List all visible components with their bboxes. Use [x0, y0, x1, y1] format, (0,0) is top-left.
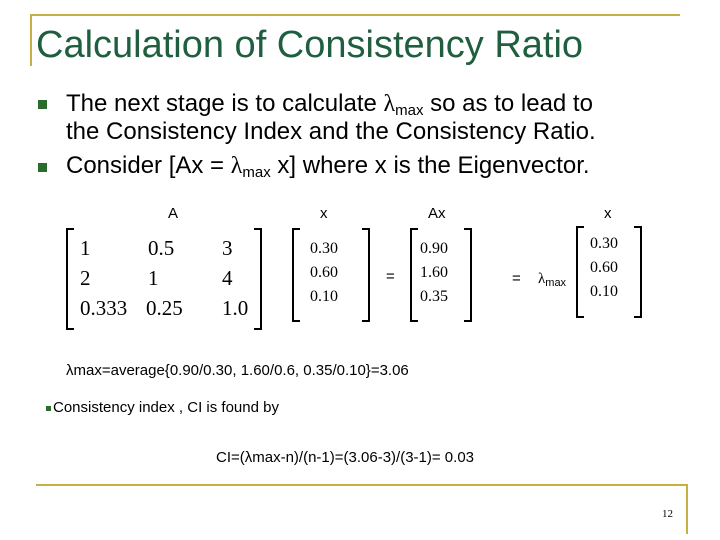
matrix-a-right-bracket	[254, 228, 262, 330]
lambda-max-formula: λmax=average{0.90/0.30, 1.60/0.6, 0.35/0.10}=3.06	[66, 362, 409, 379]
vector-x2-value: 0.30	[590, 235, 618, 252]
ci-formula: CI=(λmax-n)/(n-1)=(3.06-3)/(3-1)= 0.03	[216, 449, 475, 466]
vector-ax-left-bracket	[410, 228, 418, 322]
vector-x-left-bracket	[292, 228, 300, 322]
vector-ax-value: 0.90	[420, 240, 448, 257]
bullet-2-text: Consider [$Ax = \lambda_{max}$ x] where x is the Eigenvector.	[66, 152, 590, 181]
frame-bottom-line	[36, 484, 686, 486]
vector-ax-value: 1.60	[420, 264, 448, 281]
vector-x-value: 0.10	[310, 288, 338, 305]
consistency-index-text: Consistency index , CI is found by	[53, 399, 279, 416]
equals-sign: =	[512, 270, 521, 287]
bullet-1-line-2: the Consistency Index and the Consistency Ratio.	[66, 118, 596, 145]
bullet-marker-1	[38, 100, 47, 109]
frame-right-line	[686, 484, 688, 534]
matrix-cell: 2	[80, 266, 91, 290]
matrix-cell: 1.0	[222, 296, 249, 320]
matrix-cell: 0.333	[80, 296, 128, 320]
matrix-cell: 1	[148, 266, 159, 290]
lambda-max-label: $\lambda_{max}$	[538, 271, 567, 289]
header-ax: Ax	[428, 205, 446, 222]
header-a: A	[168, 205, 179, 222]
frame-top-line	[30, 14, 680, 16]
frame-left-line	[30, 14, 32, 66]
slide-title: Calculation of Consistency Ratio	[36, 24, 584, 66]
vector-ax-value: 0.35	[420, 288, 448, 305]
matrix-cell: 0.25	[146, 296, 183, 320]
vector-x-value: 0.30	[310, 240, 338, 257]
vector-x-right-bracket	[362, 228, 370, 322]
matrix-cell: 0.5	[148, 236, 175, 260]
page-number: 12	[662, 508, 673, 520]
header-x: x	[320, 205, 328, 222]
matrix-a-left-bracket	[66, 228, 74, 330]
bullet-marker-2	[38, 163, 47, 172]
equals-sign: =	[386, 268, 395, 285]
header-x2: x	[604, 205, 612, 222]
sub-bullet-marker	[46, 406, 51, 411]
vector-x2-right-bracket	[634, 226, 642, 318]
vector-ax-right-bracket	[464, 228, 472, 322]
matrix-cell: 1	[80, 236, 91, 260]
vector-x2-value: 0.10	[590, 283, 618, 300]
vector-x2-left-bracket	[576, 226, 584, 318]
matrix-cell: 3	[222, 236, 233, 260]
bullet-1-line-1: The next stage is to calculate $\lambda_{max}$ so as to lead to	[66, 90, 593, 119]
vector-x2-value: 0.60	[590, 259, 618, 276]
matrix-cell: 4	[222, 266, 233, 290]
vector-x-value: 0.60	[310, 264, 338, 281]
